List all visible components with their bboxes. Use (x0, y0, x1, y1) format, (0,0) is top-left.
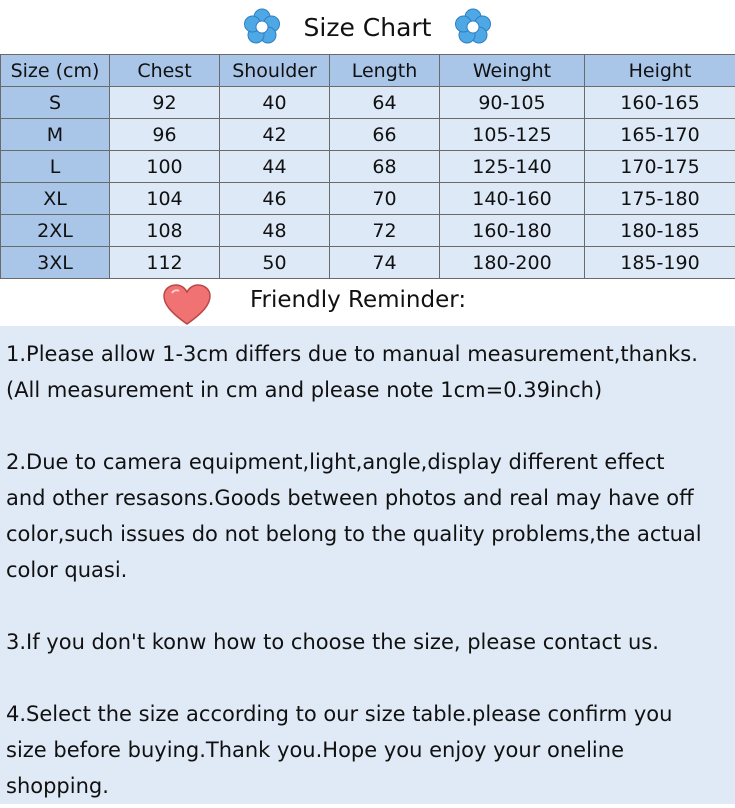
note-line: 3.If you don't konw how to choose the size, please contact us. (6, 630, 659, 654)
table-cell: 170-175 (585, 151, 735, 183)
note-line: (All measurement in cm and please note 1cm=0.39inch) (6, 378, 603, 402)
table-cell: 140-160 (440, 183, 585, 215)
table-row (1, 247, 735, 279)
table-cell: 180-200 (440, 247, 585, 279)
heart-icon (162, 284, 212, 326)
note-line: and other resasons.Goods between photos and real may have off (6, 486, 694, 510)
page-title: Size Chart (303, 12, 432, 42)
table-header-row (1, 55, 735, 87)
table-cell: 105-125 (440, 119, 585, 151)
note-line: 4.Select the size according to our size table.please confirm you (6, 702, 673, 726)
size-cell: L (1, 151, 110, 183)
table-cell: 64 (330, 87, 440, 119)
table-cell: 108 (110, 215, 220, 247)
table-cell: 48 (220, 215, 330, 247)
size-cell: XL (1, 183, 110, 215)
reminder-notes (0, 326, 735, 804)
table-row (1, 215, 735, 247)
note-line: 2.Due to camera equipment,light,angle,display different effect (6, 450, 665, 474)
table-cell: 165-170 (585, 119, 735, 151)
table-cell: 68 (330, 151, 440, 183)
table-cell: 46 (220, 183, 330, 215)
table-cell: 100 (110, 151, 220, 183)
note-line: color,such issues do not belong to the quality problems,the actual (6, 522, 702, 546)
table-cell: 160-180 (440, 215, 585, 247)
table-cell: 74 (330, 247, 440, 279)
note-line: shopping. (6, 774, 109, 798)
table-cell: 72 (330, 215, 440, 247)
note-line: 1.Please allow 1-3cm differs due to manual measurement,thanks. (6, 342, 698, 366)
table-cell: 40 (220, 87, 330, 119)
table-cell: 185-190 (585, 247, 735, 279)
size-cell: 3XL (1, 247, 110, 279)
size-cell: S (1, 87, 110, 119)
table-cell: 160-165 (585, 87, 735, 119)
table-cell: 92 (110, 87, 220, 119)
table-row (1, 119, 735, 151)
size-table (0, 54, 735, 279)
table-cell: 96 (110, 119, 220, 151)
size-cell: 2XL (1, 215, 110, 247)
size-chart-header (0, 0, 735, 54)
reminder-header (0, 279, 735, 326)
reminder-title: Friendly Reminder: (250, 287, 467, 313)
flower-icon (242, 7, 282, 47)
table-cell: 44 (220, 151, 330, 183)
table-cell: 90-105 (440, 87, 585, 119)
table-row (1, 87, 735, 119)
note-line: color quasi. (6, 558, 128, 582)
size-cell: M (1, 119, 110, 151)
table-row (1, 151, 735, 183)
column-header: Weinght (440, 55, 585, 87)
table-cell: 50 (220, 247, 330, 279)
table-cell: 112 (110, 247, 220, 279)
note-line: size before buying.Thank you.Hope you enjoy your oneline (6, 738, 624, 762)
column-header: Chest (110, 55, 220, 87)
column-header: Height (585, 55, 735, 87)
table-cell: 70 (330, 183, 440, 215)
column-header: Size (cm) (1, 55, 110, 87)
table-cell: 42 (220, 119, 330, 151)
column-header: Length (330, 55, 440, 87)
table-cell: 175-180 (585, 183, 735, 215)
flower-icon (453, 7, 493, 47)
table-cell: 180-185 (585, 215, 735, 247)
table-cell: 125-140 (440, 151, 585, 183)
table-cell: 104 (110, 183, 220, 215)
table-row (1, 183, 735, 215)
table-cell: 66 (330, 119, 440, 151)
column-header: Shoulder (220, 55, 330, 87)
